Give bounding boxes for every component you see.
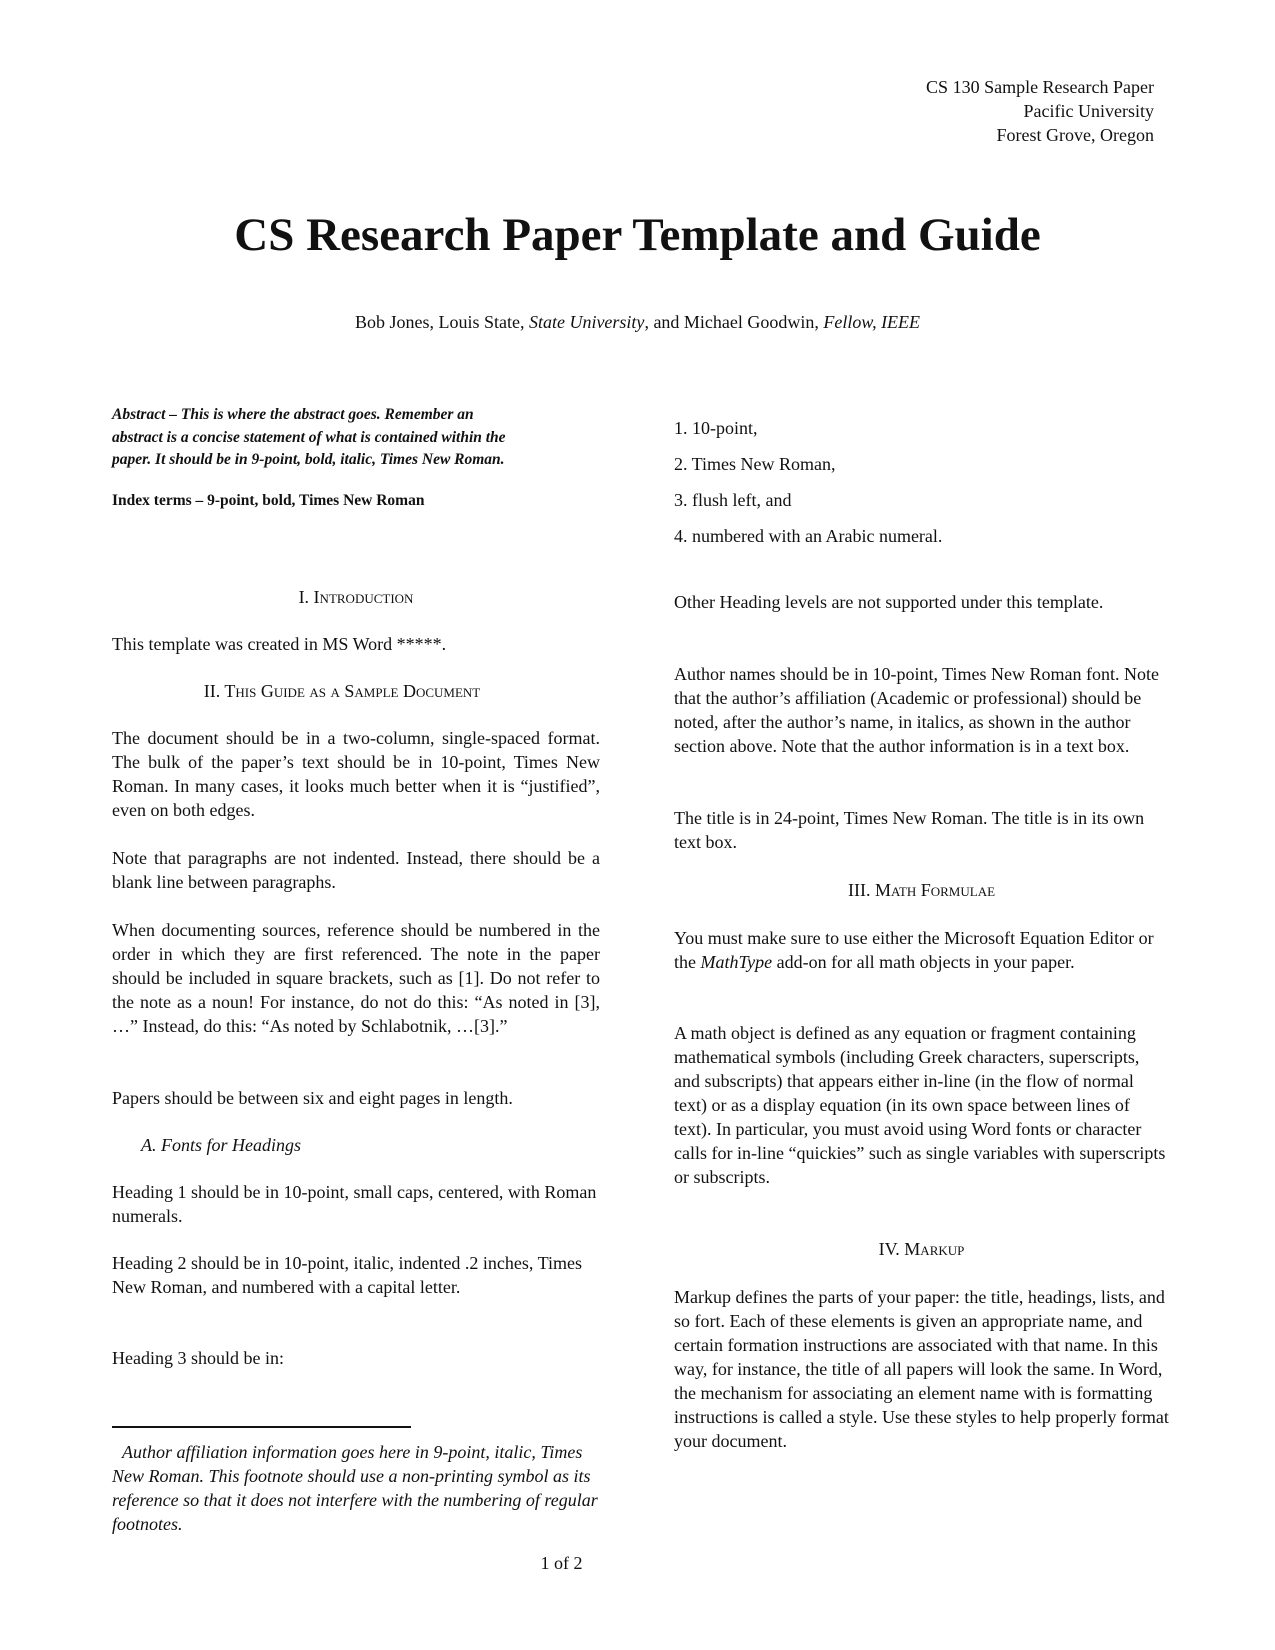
author-names-1: Bob Jones, Louis State,: [354, 312, 529, 332]
heading-guide: II. This Guide as a Sample Document: [203, 681, 481, 701]
heading-math: III. Math Formulae: [847, 880, 996, 900]
paper-title: CS Research Paper Template and Guide: [234, 209, 1041, 261]
heading-fonts: A. Fonts for Headings: [141, 1135, 301, 1155]
author-affiliation-2: Fellow, IEEE: [823, 312, 921, 332]
guide-paragraph-2: Note that paragraphs are not indented. Instead, there should be a blank line between paragraphs.: [112, 848, 600, 892]
author-names-2: , and Michael Goodwin,: [644, 312, 824, 332]
guide-paragraph-1: The document should be in a two-column, single-spaced format. The bulk of the paper’s text should be in 10-point, Times New Roman. In many cases, it looks much better when it is “justified”, even on both edges.: [112, 728, 600, 820]
abstract-line: Abstract – This is where the abstract goes. Remember an: [112, 406, 474, 423]
footnote-divider: [112, 1426, 411, 1428]
right-paragraph-2: Author names should be in 10-point, Times New Roman font. Note that the author’s affiliation (Academic or professional) should be noted, after the author’s name, in italics, as shown in the author section above. Note that the author information is in a text box.: [674, 664, 1159, 756]
fonts-paragraph-2: Heading 2 should be in 10-point, italic, indented .2 inches, Times New Roman, and numbered with a capital letter.: [112, 1253, 582, 1297]
abstract: [112, 404, 600, 472]
intro-paragraph: This template was created in MS Word *****.: [112, 634, 447, 654]
math-text-a: You must make sure to use either the Microsoft Equation Editor or the: [674, 928, 1154, 972]
index-terms: Index terms – 9-point, bold, Times New Roman: [112, 492, 425, 509]
author-line: [0, 310, 1275, 334]
abstract-line: abstract is a concise statement of what is contained within the: [112, 428, 506, 446]
mathtype-term: MathType: [700, 952, 773, 972]
author-affiliation-1: State University: [528, 312, 645, 332]
right-paragraph-3: The title is in 24-point, Times New Roman. The title is in its own text box.: [674, 808, 1145, 852]
header-course: CS 130 Sample Research Paper: [926, 77, 1154, 97]
right-paragraph-1: Other Heading levels are not supported under this template.: [674, 592, 1104, 612]
abstract-line: paper. It should be in 9-point, bold, italic, Times New Roman.: [112, 451, 505, 468]
fonts-paragraph-1: Heading 1 should be in 10-point, small caps, centered, with Roman numerals.: [112, 1182, 597, 1226]
guide-paragraph-3: When documenting sources, reference should be numbered in the order in which they are first referenced. The note in the paper should be included in square brackets, such as [1]. Do not refer to the note as a noun! For instance, do not do this: “As noted in [3], …” Instead, do this: “As noted by Schlabotnik, …[3].”: [112, 920, 600, 1036]
markup-paragraph: Markup defines the parts of your paper: the title, headings, lists, and so fort. Each of these elements is given an appropriate name, and certain formation instructions are associated with that name. In this way, for instance, the title of all papers will look the same. In Word, the mechanism for associating an element name with is formatting instructions is called a style. Use these styles to help properly format your document.: [674, 1287, 1169, 1451]
list-item: 1. 10-point,: [674, 418, 758, 438]
heading-markup: IV. Markup: [878, 1239, 965, 1259]
math-text-b: add-on for all math objects in your paper.: [772, 952, 1075, 972]
fonts-paragraph-3: Heading 3 should be in:: [112, 1348, 284, 1368]
header-location: Forest Grove, Oregon: [996, 125, 1154, 145]
heading-3-list: [674, 416, 1169, 548]
heading-introduction: I. Introduction: [298, 587, 414, 607]
list-item: 4. numbered with an Arabic numeral.: [674, 526, 943, 546]
list-item: 2. Times New Roman,: [674, 454, 836, 474]
footnote: [112, 1440, 604, 1536]
math-paragraph-2: A math object is defined as any equation or fragment containing mathematical symbols (including Greek characters, superscripts, and subscripts) that appears either in-line (in the flow of normal text) or as a display equation (in its own space between lines of text). In particular, you must avoid using Word fonts or character calls for in-line “quickies” such as single variables with superscripts or subscripts.: [674, 1023, 1166, 1187]
math-paragraph-1: [674, 926, 1169, 974]
list-item: 3. flush left, and: [674, 490, 792, 510]
footnote-text: Author affiliation information goes here in 9-point, italic, Times New Roman. This footnote should use a non-printing symbol as its reference so that it does not interfere with the numbering of regular footnotes.: [112, 1442, 598, 1534]
page-number: 1 of 2: [540, 1553, 583, 1573]
guide-paragraph-4: Papers should be between six and eight pages in length.: [112, 1088, 513, 1108]
header-university: Pacific University: [1023, 101, 1154, 121]
